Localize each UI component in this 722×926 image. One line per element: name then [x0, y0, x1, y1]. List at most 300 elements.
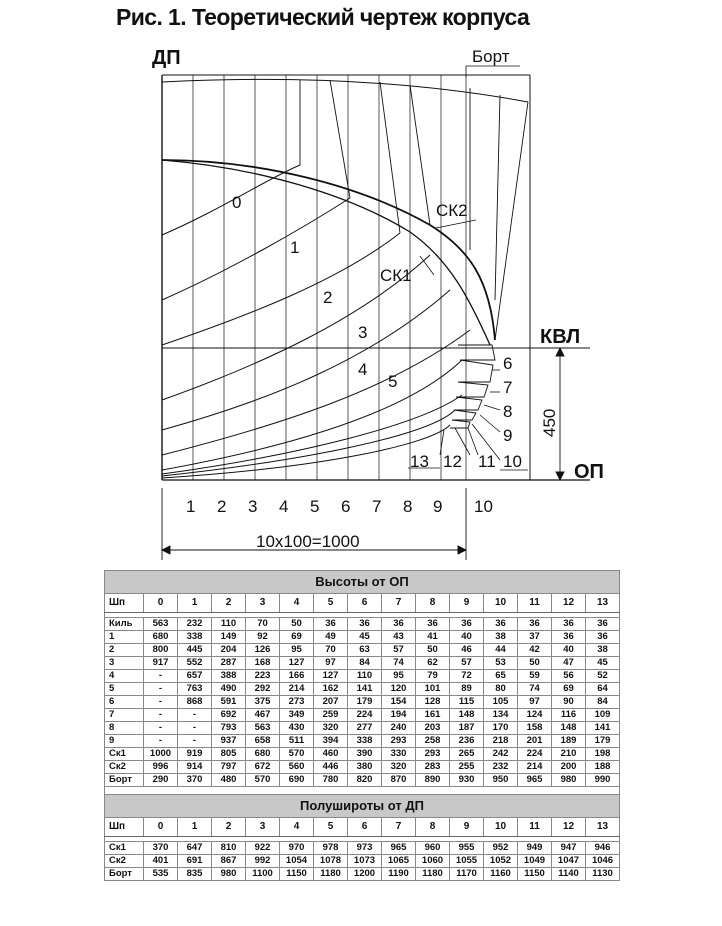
- heights-cell: 36: [586, 631, 620, 644]
- label-op: ОП: [574, 461, 604, 483]
- halfwidths-cell: 952: [484, 842, 518, 855]
- heights-cell: 375: [246, 696, 280, 709]
- halfwidths-title: Полушироты от ДП: [105, 795, 620, 818]
- heights-cell: 70: [314, 644, 348, 657]
- heights-cell: 74: [382, 657, 416, 670]
- heights-column-header: 8: [416, 594, 450, 613]
- heights-cell: 95: [382, 670, 416, 683]
- heights-cell: -: [144, 735, 178, 748]
- heights-section: [105, 571, 620, 787]
- heights-cell: 780: [314, 774, 348, 787]
- station-2: 2: [217, 497, 227, 516]
- heights-row-label: 3: [105, 657, 144, 670]
- heights-cell: 914: [178, 761, 212, 774]
- heights-cell: 390: [348, 748, 382, 761]
- heights-column-header: 10: [484, 594, 518, 613]
- heights-cell: 201: [518, 735, 552, 748]
- halfwidths-section: [105, 787, 620, 881]
- halfwidths-column-header: 0: [144, 818, 178, 837]
- heights-cell: 224: [348, 709, 382, 722]
- halfwidths-cell: 1049: [518, 855, 552, 868]
- heights-cell: 40: [552, 644, 586, 657]
- heights-cell: 158: [518, 722, 552, 735]
- heights-row: [105, 722, 620, 735]
- heights-cell: 277: [348, 722, 382, 735]
- halfwidths-cell: 1046: [586, 855, 620, 868]
- heights-cell: 37: [518, 631, 552, 644]
- heights-cell: 36: [518, 618, 552, 631]
- halfwidths-cell: 1130: [586, 868, 620, 881]
- halfwidths-row: [105, 855, 620, 868]
- heights-cell: 50: [280, 618, 314, 631]
- halfwidths-cell: 1100: [246, 868, 280, 881]
- heights-header-label: Шп: [105, 594, 144, 613]
- heights-cell: 591: [212, 696, 246, 709]
- halfwidths-cell: 535: [144, 868, 178, 881]
- label-dp: ДП: [152, 47, 181, 69]
- heights-cell: 44: [484, 644, 518, 657]
- heights-cell: 563: [246, 722, 280, 735]
- heights-cell: 950: [484, 774, 518, 787]
- halfwidths-cell: 973: [348, 842, 382, 855]
- heights-cell: 223: [246, 670, 280, 683]
- halfwidths-column-header: 10: [484, 818, 518, 837]
- halfwidths-cell: 401: [144, 855, 178, 868]
- heights-cell: 200: [552, 761, 586, 774]
- heights-cell: 290: [144, 774, 178, 787]
- heights-cell: 141: [348, 683, 382, 696]
- heights-cell: 320: [314, 722, 348, 735]
- halfwidths-cell: 1078: [314, 855, 348, 868]
- frame-label-1: 1: [290, 238, 300, 257]
- heights-cell: 797: [212, 761, 246, 774]
- heights-cell: 380: [348, 761, 382, 774]
- halfwidths-column-header: 1: [178, 818, 212, 837]
- heights-column-header: 2: [212, 594, 246, 613]
- heights-cell: -: [178, 735, 212, 748]
- heights-row: [105, 735, 620, 748]
- halfwidths-column-header: 7: [382, 818, 416, 837]
- halfwidths-cell: 1054: [280, 855, 314, 868]
- heights-cell: 40: [450, 631, 484, 644]
- station-6: 6: [341, 497, 351, 516]
- heights-cell: 763: [178, 683, 212, 696]
- heights-cell: 293: [382, 735, 416, 748]
- heights-cell: 800: [144, 644, 178, 657]
- heights-row: [105, 618, 620, 631]
- heights-column-header: 9: [450, 594, 484, 613]
- heights-row: [105, 774, 620, 787]
- heights-cell: 214: [518, 761, 552, 774]
- heights-cell: 292: [246, 683, 280, 696]
- heights-cell: 690: [280, 774, 314, 787]
- heights-cell: 92: [246, 631, 280, 644]
- halfwidths-cell: 1060: [416, 855, 450, 868]
- sheer-line: [162, 79, 528, 102]
- heights-cell: 258: [416, 735, 450, 748]
- heights-cell: 70: [246, 618, 280, 631]
- heights-cell: 36: [314, 618, 348, 631]
- heights-cell: 570: [246, 774, 280, 787]
- halfwidths-cell: 949: [518, 842, 552, 855]
- upper-frame-lines: [300, 80, 528, 340]
- halfwidths-cell: 1150: [280, 868, 314, 881]
- heights-cell: 36: [450, 618, 484, 631]
- halfwidths-column-header: 3: [246, 818, 280, 837]
- heights-cell: 116: [552, 709, 586, 722]
- heights-cell: 84: [348, 657, 382, 670]
- halfwidths-column-header: 8: [416, 818, 450, 837]
- halfwidths-cell: 1150: [518, 868, 552, 881]
- halfwidths-cell: 1190: [382, 868, 416, 881]
- halfwidths-row: [105, 842, 620, 855]
- heights-row-label: 6: [105, 696, 144, 709]
- frame-label-12: 12: [443, 452, 462, 471]
- frame-label-9: 9: [503, 426, 513, 445]
- heights-cell: 980: [552, 774, 586, 787]
- heights-row-label: 9: [105, 735, 144, 748]
- halfwidths-cell: 810: [212, 842, 246, 855]
- heights-cell: 43: [382, 631, 416, 644]
- heights-cell: 937: [212, 735, 246, 748]
- station-8: 8: [403, 497, 413, 516]
- halfwidths-column-header: 9: [450, 818, 484, 837]
- heights-cell: 672: [246, 761, 280, 774]
- heights-cell: 657: [178, 670, 212, 683]
- halfwidths-cell: 970: [280, 842, 314, 855]
- heights-cell: 46: [450, 644, 484, 657]
- heights-cell: 154: [382, 696, 416, 709]
- heights-cell: 36: [416, 618, 450, 631]
- halfwidths-cell: 691: [178, 855, 212, 868]
- heights-row-label: Борт: [105, 774, 144, 787]
- heights-cell: 36: [586, 618, 620, 631]
- heights-cell: 79: [416, 670, 450, 683]
- heights-row-label: 5: [105, 683, 144, 696]
- halfwidths-cell: 1160: [484, 868, 518, 881]
- heights-cell: 97: [518, 696, 552, 709]
- chine-sk2: [162, 160, 495, 340]
- halfwidths-header-label: Шп: [105, 818, 144, 837]
- label-sk1: СК1: [380, 266, 412, 285]
- heights-row: [105, 683, 620, 696]
- label-kvl: КВЛ: [540, 326, 581, 348]
- heights-cell: 101: [416, 683, 450, 696]
- frame-label-11: 11: [478, 452, 496, 471]
- heights-cell: -: [144, 696, 178, 709]
- heights-cell: 692: [212, 709, 246, 722]
- heights-cell: 189: [552, 735, 586, 748]
- heights-header-row: [105, 594, 620, 613]
- station-5: 5: [310, 497, 320, 516]
- heights-cell: 287: [212, 657, 246, 670]
- heights-cell: 90: [552, 696, 586, 709]
- heights-cell: 394: [314, 735, 348, 748]
- heights-cell: 388: [212, 670, 246, 683]
- heights-cell: -: [178, 722, 212, 735]
- label-450: 450: [540, 408, 559, 437]
- heights-cell: 868: [178, 696, 212, 709]
- heights-cell: 273: [280, 696, 314, 709]
- heights-cell: 89: [450, 683, 484, 696]
- halfwidths-cell: 960: [416, 842, 450, 855]
- heights-cell: 63: [348, 644, 382, 657]
- heights-cell: 65: [484, 670, 518, 683]
- heights-cell: 919: [178, 748, 212, 761]
- heights-row-label: 4: [105, 670, 144, 683]
- heights-row: [105, 657, 620, 670]
- heights-cell: 480: [212, 774, 246, 787]
- heights-cell: 59: [518, 670, 552, 683]
- heights-cell: 870: [382, 774, 416, 787]
- heights-cell: 965: [518, 774, 552, 787]
- halfwidths-cell: 1170: [450, 868, 484, 881]
- heights-cell: 293: [416, 748, 450, 761]
- halfwidths-cell: 978: [314, 842, 348, 855]
- heights-column-header: 1: [178, 594, 212, 613]
- heights-cell: 162: [314, 683, 348, 696]
- halfwidths-column-header: 11: [518, 818, 552, 837]
- halfwidths-row-label: Борт: [105, 868, 144, 881]
- heights-cell: 338: [178, 631, 212, 644]
- heights-cell: 124: [518, 709, 552, 722]
- heights-cell: 105: [484, 696, 518, 709]
- heights-cell: 120: [382, 683, 416, 696]
- heights-cell: 41: [416, 631, 450, 644]
- halfwidths-cell: 955: [450, 842, 484, 855]
- halfwidths-column-header: 4: [280, 818, 314, 837]
- heights-cell: 511: [280, 735, 314, 748]
- halfwidths-column-header: 12: [552, 818, 586, 837]
- heights-row-label: Ск2: [105, 761, 144, 774]
- heights-cell: 149: [212, 631, 246, 644]
- heights-column-header: 4: [280, 594, 314, 613]
- heights-cell: 445: [178, 644, 212, 657]
- halfwidths-cell: 980: [212, 868, 246, 881]
- heights-cell: 36: [382, 618, 416, 631]
- heights-cell: 232: [484, 761, 518, 774]
- heights-cell: 161: [416, 709, 450, 722]
- heights-row: [105, 761, 620, 774]
- heights-cell: -: [144, 670, 178, 683]
- halfwidths-column-header: 6: [348, 818, 382, 837]
- heights-row: [105, 748, 620, 761]
- heights-cell: -: [144, 709, 178, 722]
- heights-cell: 49: [314, 631, 348, 644]
- heights-cell: 80: [484, 683, 518, 696]
- heights-cell: 74: [518, 683, 552, 696]
- frame-label-8: 8: [503, 402, 513, 421]
- frame-label-5: 5: [388, 372, 398, 391]
- frame-label-0: 0: [232, 193, 242, 212]
- heights-row: [105, 631, 620, 644]
- heights-cell: 890: [416, 774, 450, 787]
- heights-cell: 38: [484, 631, 518, 644]
- heights-cell: 242: [484, 748, 518, 761]
- heights-cell: 141: [586, 722, 620, 735]
- figure-title: Рис. 1. Теоретический чертеж корпуса: [116, 4, 530, 30]
- heights-cell: -: [144, 683, 178, 696]
- heights-cell: 179: [348, 696, 382, 709]
- heights-row: [105, 670, 620, 683]
- heights-cell: 170: [484, 722, 518, 735]
- heights-row: [105, 644, 620, 657]
- halfwidths-header-row: [105, 818, 620, 837]
- heights-cell: -: [144, 722, 178, 735]
- heights-cell: 552: [178, 657, 212, 670]
- label-sk2: СК2: [436, 201, 468, 220]
- heights-cell: 50: [518, 657, 552, 670]
- heights-cell: 467: [246, 709, 280, 722]
- heights-cell: 36: [552, 618, 586, 631]
- heights-title: Высоты от ОП: [105, 571, 620, 594]
- station-1: 1: [186, 497, 196, 516]
- heights-cell: 56: [552, 670, 586, 683]
- heights-cell: 57: [382, 644, 416, 657]
- heights-cell: 127: [314, 670, 348, 683]
- frame-label-3: 3: [358, 323, 368, 342]
- heights-cell: 128: [416, 696, 450, 709]
- heights-cell: 265: [450, 748, 484, 761]
- heights-row-label: 7: [105, 709, 144, 722]
- halfwidths-row: [105, 868, 620, 881]
- heights-cell: 36: [348, 618, 382, 631]
- heights-cell: 148: [450, 709, 484, 722]
- heights-cell: 255: [450, 761, 484, 774]
- frame-curves: [162, 165, 470, 478]
- heights-cell: 53: [484, 657, 518, 670]
- heights-cell: 203: [416, 722, 450, 735]
- frame-label-4: 4: [358, 360, 368, 379]
- station-7: 7: [372, 497, 382, 516]
- heights-cell: 168: [246, 657, 280, 670]
- heights-column-header: 0: [144, 594, 178, 613]
- heights-cell: 36: [552, 631, 586, 644]
- heights-cell: 134: [484, 709, 518, 722]
- heights-cell: 45: [586, 657, 620, 670]
- heights-column-header: 12: [552, 594, 586, 613]
- halfwidths-cell: 992: [246, 855, 280, 868]
- heights-cell: 917: [144, 657, 178, 670]
- frame-label-10: 10: [503, 452, 522, 471]
- heights-cell: 110: [212, 618, 246, 631]
- heights-cell: 224: [518, 748, 552, 761]
- heights-column-header: 11: [518, 594, 552, 613]
- heights-cell: 349: [280, 709, 314, 722]
- heights-cell: 38: [586, 644, 620, 657]
- heights-cell: 47: [552, 657, 586, 670]
- heights-cell: 320: [382, 761, 416, 774]
- heights-cell: 218: [484, 735, 518, 748]
- halfwidths-cell: 947: [552, 842, 586, 855]
- label-width: 10х100=1000: [256, 532, 360, 551]
- heights-cell: 240: [382, 722, 416, 735]
- offsets-table: [104, 570, 620, 881]
- heights-cell: 236: [450, 735, 484, 748]
- halfwidths-cell: 1200: [348, 868, 382, 881]
- halfwidths-row-label: Ск2: [105, 855, 144, 868]
- heights-cell: 930: [450, 774, 484, 787]
- heights-cell: 95: [280, 644, 314, 657]
- halfwidths-cell: 1180: [416, 868, 450, 881]
- heights-cell: 490: [212, 683, 246, 696]
- heights-cell: 210: [552, 748, 586, 761]
- halfwidths-cell: 1140: [552, 868, 586, 881]
- heights-cell: 42: [518, 644, 552, 657]
- heights-cell: 126: [246, 644, 280, 657]
- heights-cell: 232: [178, 618, 212, 631]
- heights-cell: 84: [586, 696, 620, 709]
- heights-cell: 460: [314, 748, 348, 761]
- station-9: 9: [433, 497, 443, 516]
- halfwidths-cell: 922: [246, 842, 280, 855]
- heights-cell: 658: [246, 735, 280, 748]
- heights-cell: 793: [212, 722, 246, 735]
- heights-cell: 50: [416, 644, 450, 657]
- heights-column-header: 3: [246, 594, 280, 613]
- halfwidths-cell: 1047: [552, 855, 586, 868]
- heights-row-label: Ск1: [105, 748, 144, 761]
- frame-label-6: 6: [503, 354, 513, 373]
- station-10: 10: [474, 497, 493, 516]
- heights-cell: 207: [314, 696, 348, 709]
- halfwidths-row-label: Ск1: [105, 842, 144, 855]
- halfwidths-column-header: 13: [586, 818, 620, 837]
- halfwidths-cell: 835: [178, 868, 212, 881]
- halfwidths-cell: 370: [144, 842, 178, 855]
- heights-cell: 127: [280, 657, 314, 670]
- heights-cell: 259: [314, 709, 348, 722]
- heights-cell: 62: [416, 657, 450, 670]
- heights-cell: 330: [382, 748, 416, 761]
- heights-column-header: 7: [382, 594, 416, 613]
- label-bort: Борт: [472, 47, 510, 66]
- frame-label-13: 13: [410, 452, 429, 471]
- heights-cell: 194: [382, 709, 416, 722]
- heights-cell: 110: [348, 670, 382, 683]
- transom-steps: [450, 345, 495, 428]
- heights-cell: 69: [280, 631, 314, 644]
- heights-cell: 72: [450, 670, 484, 683]
- heights-cell: 283: [416, 761, 450, 774]
- heights-cell: 805: [212, 748, 246, 761]
- heights-cell: 52: [586, 670, 620, 683]
- heights-row: [105, 709, 620, 722]
- heights-cell: 446: [314, 761, 348, 774]
- halfwidths-cell: 1055: [450, 855, 484, 868]
- station-3: 3: [248, 497, 258, 516]
- heights-cell: -: [178, 709, 212, 722]
- heights-cell: 430: [280, 722, 314, 735]
- heights-cell: 179: [586, 735, 620, 748]
- heights-cell: 680: [144, 631, 178, 644]
- heights-cell: 990: [586, 774, 620, 787]
- heights-cell: 338: [348, 735, 382, 748]
- heights-row-label: 2: [105, 644, 144, 657]
- heights-cell: 560: [280, 761, 314, 774]
- halfwidths-cell: 1065: [382, 855, 416, 868]
- heights-cell: 64: [586, 683, 620, 696]
- halfwidths-cell: 965: [382, 842, 416, 855]
- heights-row-label: 8: [105, 722, 144, 735]
- heights-column-header: 5: [314, 594, 348, 613]
- station-4: 4: [279, 497, 289, 516]
- heights-cell: 370: [178, 774, 212, 787]
- frame-label-2: 2: [323, 288, 333, 307]
- halfwidths-cell: 1180: [314, 868, 348, 881]
- heights-cell: 680: [246, 748, 280, 761]
- heights-cell: 1000: [144, 748, 178, 761]
